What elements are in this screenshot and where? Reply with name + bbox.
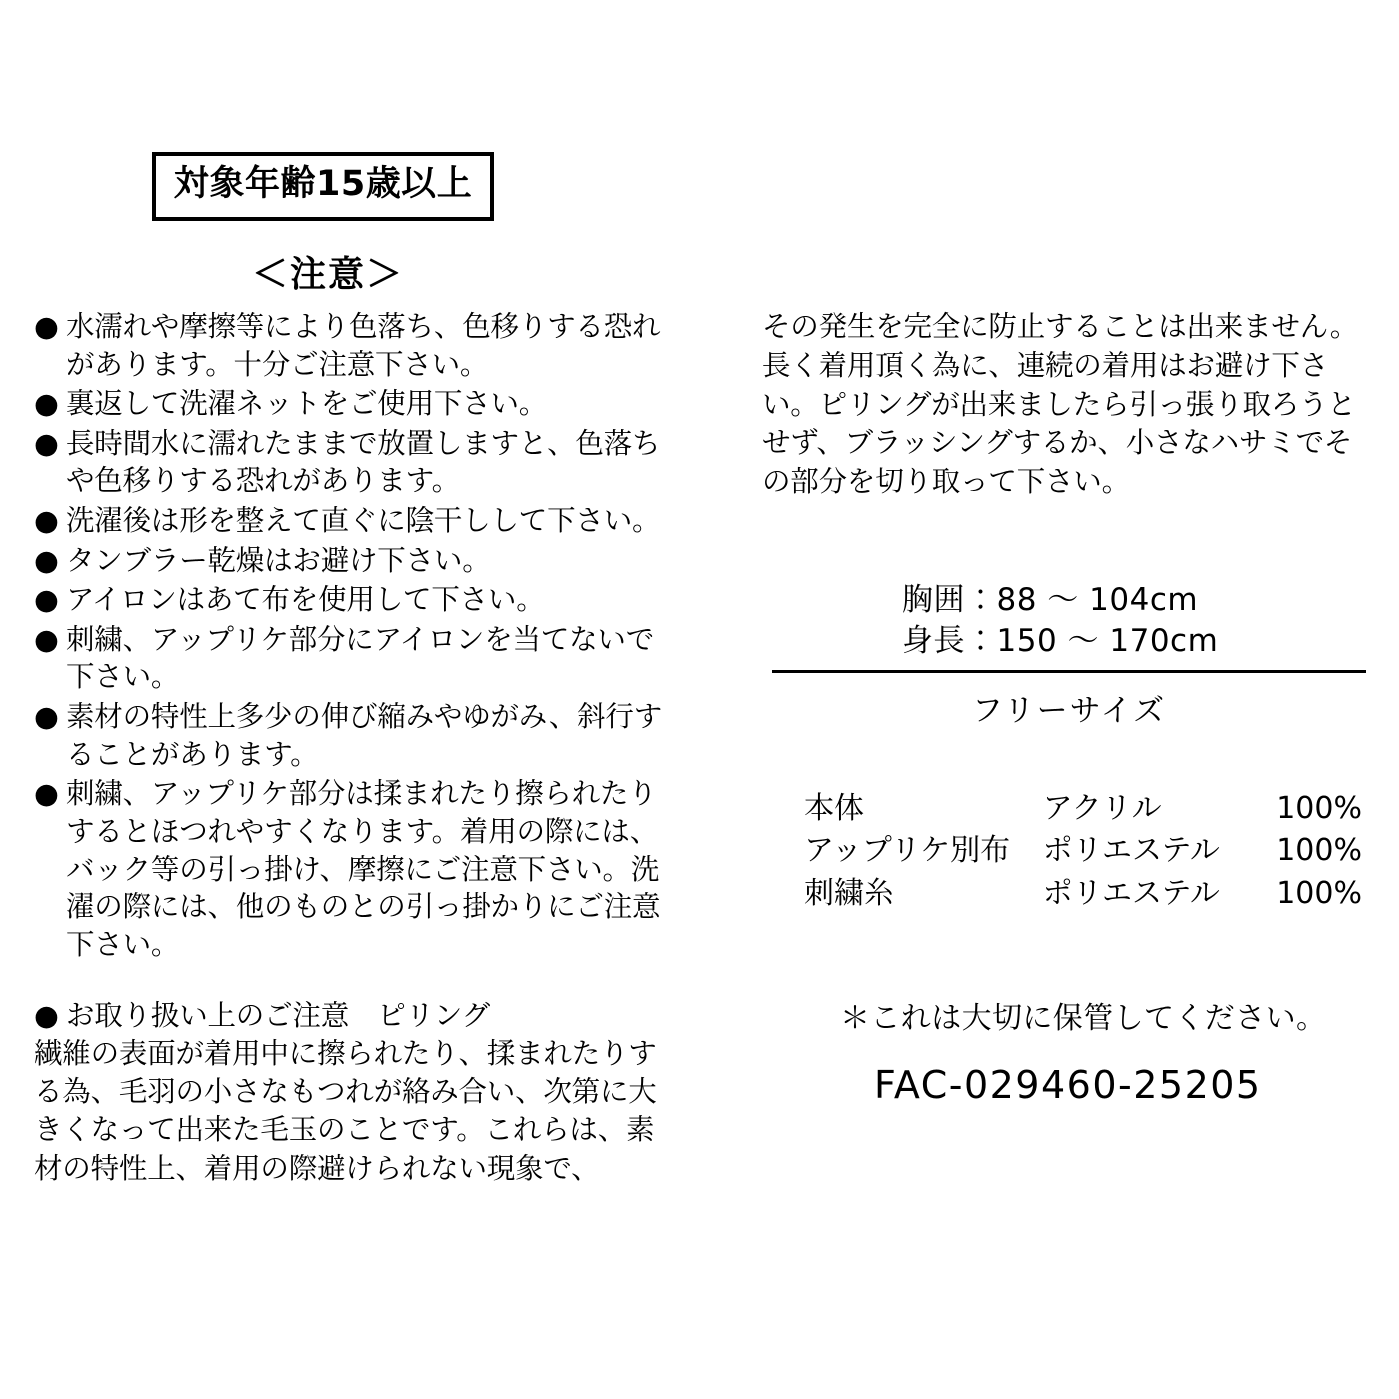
- bullet-dot-icon: ●: [34, 999, 59, 1033]
- caution-item: [30, 502, 670, 540]
- size-height: 身長：150 〜 170cm: [902, 622, 1219, 659]
- size-block: [762, 580, 1362, 730]
- caution-item-text: 刺繍、アップリケ部分は揉まれたり擦られたりするとほつれやすくなります。着用の際には、バック等の引っ掛け、摩擦にご注意下さい。洗濯の際には、他のものとの引っ掛かりにご注意下さい。: [66, 777, 661, 961]
- caution-item-text: 長時間水に濡れたままで放置しますと、色落ちや色移りする恐れがあります。: [66, 426, 661, 498]
- caution-item: [30, 698, 670, 773]
- caution-item-text: 水濡れや摩擦等により色落ち、色移りする恐れがあります。十分ご注意下さい。: [66, 310, 661, 381]
- material-part: アップリケ別布: [804, 833, 1011, 869]
- age-restriction-badge: 対象年齢15歳以上: [152, 152, 494, 221]
- table-row: [804, 873, 1362, 916]
- material-percent: 100%: [1276, 790, 1362, 826]
- bullet-dot-icon: ●: [34, 426, 59, 460]
- caution-item: [30, 385, 670, 423]
- bullet-dot-icon: ●: [34, 583, 59, 617]
- bullet-dot-icon: ●: [34, 504, 59, 538]
- bullet-dot-icon: ●: [34, 700, 59, 734]
- table-row: [804, 788, 1362, 831]
- bullet-dot-icon: ●: [34, 622, 59, 656]
- caution-item-text: タンブラー乾燥はお避け下さい。: [66, 543, 491, 577]
- caution-item: [30, 775, 670, 963]
- size-divider: [772, 670, 1366, 673]
- bullet-dot-icon: ●: [34, 777, 59, 811]
- caution-item: [30, 308, 670, 383]
- bullet-dot-icon: ●: [34, 387, 59, 421]
- bullet-dot-icon: ●: [34, 310, 59, 343]
- table-row: [804, 830, 1362, 873]
- material-composition-table: [804, 788, 1362, 916]
- material-fiber: ポリエステル: [1042, 875, 1220, 911]
- material-percent: 100%: [1276, 833, 1362, 869]
- material-fiber: ポリエステル: [1042, 833, 1220, 869]
- left-column: [30, 308, 670, 1188]
- right-column: [762, 308, 1362, 1107]
- material-percent: 100%: [1276, 875, 1362, 911]
- bullet-dot-icon: ●: [34, 543, 59, 577]
- caution-item: [30, 621, 670, 696]
- section-spacer: [30, 965, 670, 997]
- caution-item-text: 刺繍、アップリケ部分にアイロンを当てないで下さい。: [66, 622, 655, 694]
- handling-heading: [30, 997, 670, 1035]
- material-part: 本体: [804, 790, 864, 826]
- product-code: FAC-029460-25205: [874, 1063, 1262, 1108]
- handling-heading-text: お取り扱い上のご注意 ピリング: [66, 999, 490, 1033]
- pilling-continuation-text: その発生を完全に防止することは出来ません。長く着用頂く為に、連続の着用はお避け下さい。ピリングが出来ましたら引っ張り取ろうとせず、ブラッシングするか、小さなハサミでその部分を切り取って下さい。: [762, 310, 1359, 498]
- size-free: フリーサイズ: [971, 692, 1167, 729]
- caution-heading: ＜注意＞: [252, 254, 405, 295]
- handling-body-text: 繊維の表面が着用中に擦られたり、揉まれたりする為、毛羽の小さなもつれが絡み合い、次第に大きくなって出来た毛玉のことです。これらは、素材の特性上、着用の際避けられない現象で、: [34, 1036, 657, 1185]
- caution-item-text: 素材の特性上多少の伸び縮みやゆがみ、斜行することがあります。: [66, 700, 663, 771]
- caution-item-text: 洗濯後は形を整えて直ぐに陰干しして下さい。: [66, 504, 661, 538]
- material-part: 刺繍糸: [804, 875, 894, 911]
- caution-item: [30, 425, 670, 500]
- size-bust: 胸囲：88 〜 104cm: [902, 581, 1199, 618]
- caution-item: [30, 542, 670, 580]
- caution-item: [30, 581, 670, 619]
- caution-item-text: アイロンはあて布を使用して下さい。: [66, 583, 545, 617]
- material-fiber: アクリル: [1042, 790, 1162, 826]
- keep-note: ＊これは大切に保管してください。: [840, 1001, 1327, 1037]
- caution-item-text: 裏返して洗濯ネットをご使用下さい。: [66, 387, 548, 421]
